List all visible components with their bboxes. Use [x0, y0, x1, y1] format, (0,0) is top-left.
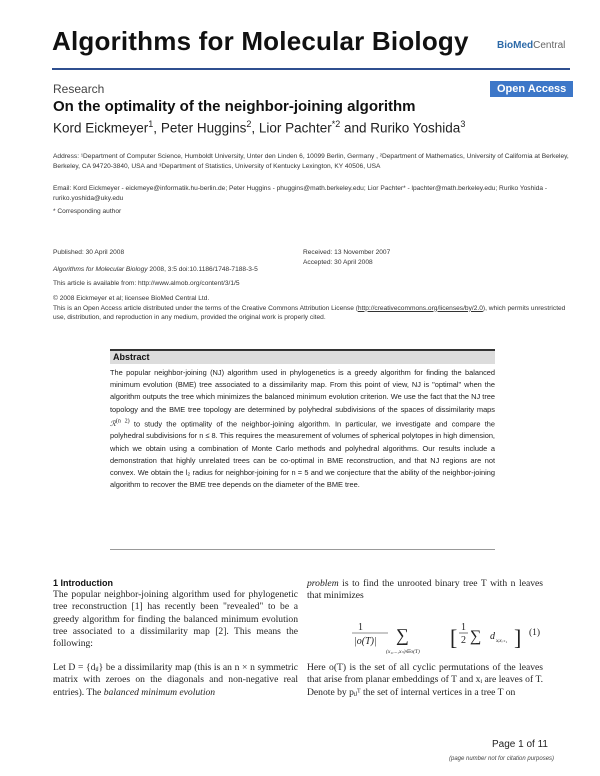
- citation-journal: Algorithms for Molecular Biology: [53, 266, 148, 273]
- author-separator: and: [340, 120, 371, 136]
- equation-half-den: 2: [461, 635, 466, 646]
- equation-bracket-right: ]: [514, 625, 522, 650]
- abstract-heading: Abstract: [113, 352, 150, 362]
- definition-text: Let D = {dᵢⱼ} be a dissimilarity map (this is an n × n symmetric matrix with zeroes on the diagonals and non-negative real entries). The: [53, 662, 298, 698]
- paper-title: On the optimality of the neighbor-joining algorithm: [53, 98, 416, 115]
- open-access-badge: Open Access: [490, 81, 573, 97]
- author-name: Lior Pachter: [258, 120, 332, 136]
- publisher-logo-rest: Central: [533, 40, 566, 51]
- equation-sum-symbol: ∑: [396, 625, 409, 645]
- author-name: Peter Huggins: [160, 120, 247, 136]
- equation-inner-sum: ∑: [470, 628, 482, 645]
- accepted-date: Accepted: 30 April 2008: [303, 258, 373, 266]
- author-emails: Email: Kord Eickmeyer - eickmeye@informatik.hu-berlin.de; Peter Huggins - phuggins@math.berkeley.edu; Lior Pachter* - lpachter@math.berkeley.edu; Ruriko Yoshida - ruriko.yoshida@uky.edu: [53, 185, 548, 202]
- equation-sum-index: (x₁,...,xₙ)∈o(T): [386, 649, 420, 655]
- abstract-header-bar: [110, 351, 495, 364]
- biomed-central-logo: [497, 40, 565, 51]
- dissimilarity-space-symbol: ℛ$^{(n 2)}$: [110, 418, 130, 429]
- equation-fraction-num: 1: [358, 622, 363, 633]
- license-text-end: ), which permits unrestricted use, distribution, and reproduction in any medium, provided the original work is properly cited.: [53, 304, 566, 322]
- definition-emphasis: balanced minimum evolution: [103, 686, 216, 698]
- corresponding-author-note: * Corresponding author: [53, 208, 122, 215]
- author-name: Kord Eickmeyer: [53, 120, 149, 136]
- received-accepted: [303, 248, 390, 267]
- author-affiliation: *2: [331, 119, 341, 129]
- article-type: Research: [53, 82, 105, 96]
- published-date: Published: 30 April 2008: [53, 249, 125, 256]
- citation-line: [53, 265, 258, 275]
- bme-equation: [352, 620, 572, 656]
- author-separator: ,: [251, 120, 259, 136]
- header-rule: [52, 68, 570, 70]
- article-url-line: This article is available from: http://www.almob.org/content/3/1/5: [53, 280, 240, 287]
- received-date: Received: 13 November 2007: [303, 249, 391, 256]
- abstract-box: [110, 349, 495, 550]
- author-affiliation: 3: [460, 119, 466, 129]
- equation-half-num: 1: [461, 622, 466, 633]
- license-text: [53, 304, 578, 323]
- equation-fraction-den: |o(T)|: [354, 636, 377, 647]
- citation-details: 2008, 3:5 doi:10.1186/1748-7188-3-5: [147, 266, 258, 273]
- author-separator: ,: [153, 120, 161, 136]
- copyright-line: © 2008 Eickmeyer et al; licensee BioMed Central Ltd.: [53, 295, 210, 302]
- abstract-text: [110, 367, 495, 492]
- equation-number: (1): [529, 628, 541, 638]
- page-number-note: (page number not for citation purposes): [449, 756, 555, 762]
- author-address: Address: ¹Department of Computer Science, Humboldt University, Unter den Linden 6, 10099 Berlin, Germany , ²Department of Mathematics, University of California at Berkeley, Berkeley, CA 94720-3840, USA and ³Department of Statistics, University of Kentucky Lexington, KY 40506, USA: [53, 153, 569, 170]
- definition-paragraph: [53, 662, 298, 699]
- publisher-logo-bold: BioMed: [497, 40, 534, 51]
- problem-emphasis: problem: [307, 578, 339, 589]
- equation-term: d: [490, 631, 495, 642]
- equation-term-subscript: xᵢxᵢ₊₁: [496, 638, 508, 644]
- license-text-start: This is an Open Access article distributed under the terms of the Creative Commons Attribution License (: [53, 304, 358, 312]
- section-heading-introduction: 1 Introduction: [53, 578, 113, 588]
- problem-text: is to find the unrooted binary tree T with n leaves that minimizes: [307, 578, 543, 602]
- license-link[interactable]: http://creativecommons.org/licenses/by/2.0: [357, 304, 483, 312]
- problem-paragraph: [307, 578, 543, 603]
- abstract-text-part1: The popular neighbor-joining (NJ) algorithm used in phylogenetics is a greedy algorithm for finding the balanced minimum evolution (BME) tree associated to a dissimilarity map. From this point of view, NJ is "optimal" when the algorithm outputs the tree which minimizes the balanced minimum evolution criterion. We use the fact that the NJ tree topology and the BME tree topology are determined by polyhedral subdivisions of the spaces of dissimilarity maps: [110, 368, 495, 414]
- intro-paragraph: The popular neighbor-joining algorithm used for phylogenetic tree reconstruction [1] has recently been "revealed" to be a greedy algorithm for finding the balanced minimum evolution tree associated to a dissimilarity map [2]. This means the following:: [53, 589, 298, 650]
- copyright-block: [53, 294, 578, 323]
- author-affiliation: 1: [148, 119, 154, 129]
- page-number: Page 1 of 11: [492, 739, 548, 750]
- author-name: Ruriko Yoshida: [370, 120, 461, 136]
- abstract-text-part2: to study the optimality of the neighbor-joining algorithm. In particular, we investigate and compare the polyhedral subdivisions for n ≤ 8. This requires the measurement of volumes of spherical polytopes in high dimension, which we obtain using a combination of Monte Carlo methods and polyhedral algorithms. Our results include a demonstration that highly unrelated trees can be co-optimal in BME reconstruction, and that NJ regions are not convex. We obtain the l₂ radius for neighbor-joining for n = 5 and we conjecture that the ability of the neighbor-joining algorithm to recover the BME tree depends on the diameter of the BME tree.: [110, 419, 495, 490]
- equation-bracket-left: [: [450, 625, 458, 650]
- journal-title: Algorithms for Molecular Biology: [52, 26, 469, 56]
- author-list: [53, 119, 465, 136]
- orbit-paragraph: Here o(T) is the set of all cyclic permutations of the leaves that arise from planar embeddings of T and xᵢ are leaves of T. Denote by pᵢⱼᵀ the set of internal vertices in a tree T on: [307, 662, 543, 698]
- author-affiliation: 2: [246, 119, 252, 129]
